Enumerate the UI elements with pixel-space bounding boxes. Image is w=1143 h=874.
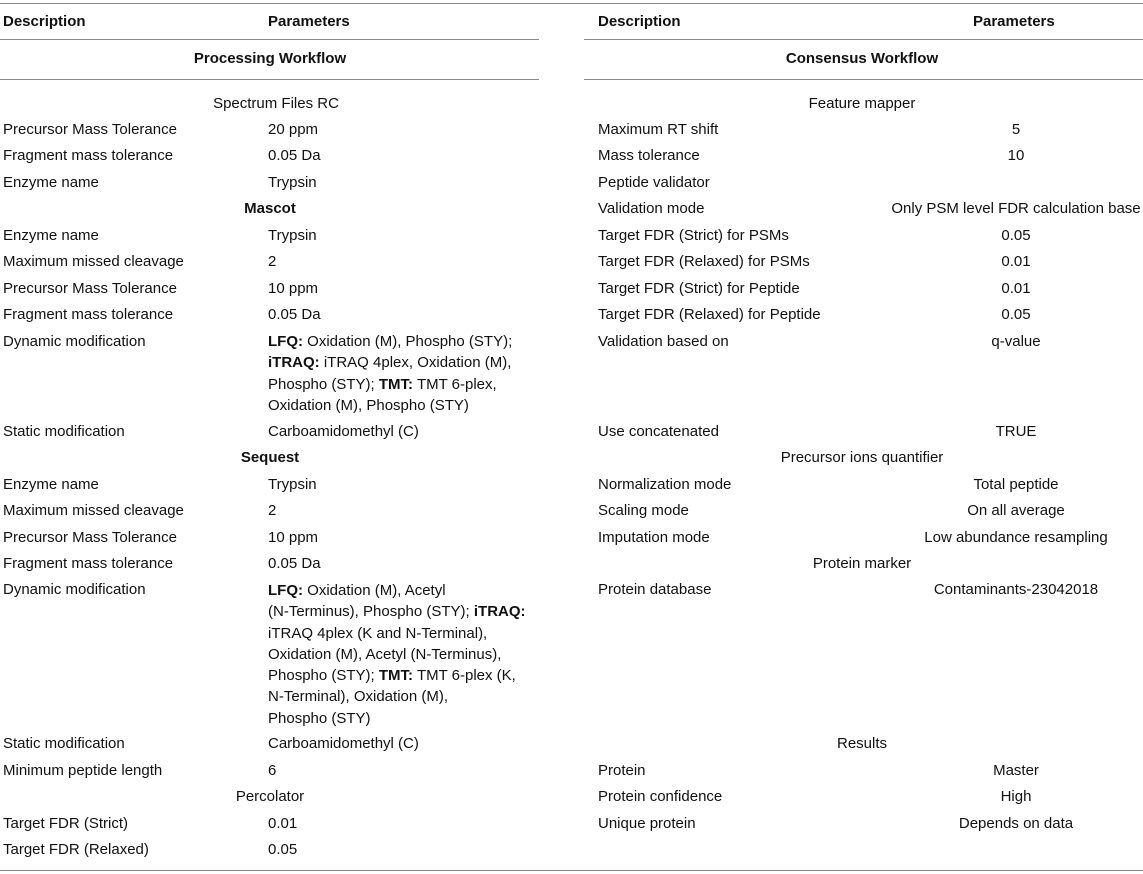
results-section: Results [836,735,888,752]
row-value: High [1000,788,1032,805]
value-line: N-Terminal), Oxidation (M), [268,688,449,706]
sequest-section: Sequest [240,449,300,466]
label-prefix: LFQ: [268,333,303,350]
row-value: 6 [268,762,277,779]
row-value: Total peptide [973,476,1059,493]
processing-workflow-title: Processing Workflow [193,50,347,67]
row-description: Precursor Mass Tolerance [3,121,177,138]
row-description: Target FDR (Relaxed) for Peptide [598,306,821,323]
row-description: Protein [598,762,646,779]
row-description: Scaling mode [598,502,689,519]
row-description: Mass tolerance [598,147,700,164]
row-value: Carboamidomethyl (C) [268,423,419,440]
row-description: Target FDR (Strict) for PSMs [598,227,789,244]
value-line: iTRAQ 4plex (K and N-Terminal), [268,624,488,642]
row-value: 0.01 [1001,253,1031,270]
value-line: Phospho (STY) [268,709,371,727]
label-prefix: TMT: [378,375,414,393]
row-value: 5 [1011,121,1021,138]
row-value: q-value [991,333,1041,350]
top-rule [0,3,1143,4]
row-description: Use concatenated [598,423,719,440]
mascot-dynamic-description: Dynamic modification [3,333,146,350]
row-description: Static modification [3,735,125,752]
percolator-section: Percolator [235,788,305,805]
row-description: Static modification [3,423,125,440]
row-description: Precursor Mass Tolerance [3,280,177,297]
row-description: Precursor Mass Tolerance [3,529,177,546]
row-description: Maximum missed cleavage [3,253,184,270]
row-description: Target FDR (Relaxed) [3,841,149,858]
row-value: Trypsin [268,174,317,191]
row-value: 0.05 [1001,227,1031,244]
row-description: Enzyme name [3,174,99,191]
right-header-rule [584,39,1143,40]
feature-mapper-section: Feature mapper [808,95,916,112]
row-description: Maximum RT shift [598,121,719,138]
label-prefix: iTRAQ: [268,354,320,372]
row-value: 20 ppm [268,121,319,138]
row-description: Maximum missed cleavage [3,502,184,519]
value-line: LFQ: Oxidation (M), Acetyl [268,582,446,599]
row-description: Unique protein [598,815,696,832]
row-value: Only PSM level FDR calculation base [891,200,1141,217]
row-description: Enzyme name [3,476,99,493]
value-line: (N-Terminus), Phospho (STY); iTRAQ: [268,603,526,621]
row-value: Contaminants-23042018 [933,581,1099,598]
row-description: Validation mode [598,200,705,217]
row-value: 2 [268,502,277,519]
value-line: LFQ: Oxidation (M), Phospho (STY); [268,333,513,350]
row-description: Enzyme name [3,227,99,244]
mascot-dynamic-value [268,331,512,416]
bottom-rule [0,870,1143,871]
row-description: Protein database [598,581,712,598]
spectrum-files-section: Spectrum Files RC [213,95,339,112]
consensus-workflow-title: Consensus Workflow [785,50,939,67]
row-value: On all average [967,502,1065,519]
value-line: Phospho (STY); TMT: TMT 6-plex, [268,375,497,393]
row-value: 0.01 [268,815,298,832]
label-prefix: TMT: [378,667,414,685]
peptide-validator-label: Peptide validator [598,174,710,191]
row-description: Target FDR (Strict) [3,815,129,832]
row-value: 0.05 Da [268,306,321,323]
row-value: Trypsin [268,476,317,493]
row-description: Imputation mode [598,529,710,546]
row-description: Fragment mass tolerance [3,147,174,164]
label-prefix: LFQ: [268,582,303,599]
row-value: 0.05 Da [268,147,321,164]
label-prefix: iTRAQ: [473,603,526,621]
row-value: 10 ppm [268,280,319,297]
row-description: Fragment mass tolerance [3,306,174,323]
left-title-rule [0,79,539,80]
value-line: iTRAQ: iTRAQ 4plex, Oxidation (M), [268,354,512,372]
value-line: Oxidation (M), Phospho (STY) [268,396,469,414]
row-description: Validation based on [598,333,729,350]
row-value: 10 ppm [268,529,319,546]
row-value: 0.01 [1001,280,1031,297]
row-description: Protein confidence [598,788,723,805]
value-line: Phospho (STY); TMT: TMT 6-plex (K, [268,667,516,685]
row-value: 0.05 [268,841,298,858]
row-description: Fragment mass tolerance [3,555,174,572]
row-value: 0.05 Da [268,555,321,572]
sequest-dynamic-value [268,580,526,729]
precursor-quantifier-section: Precursor ions quantifier [780,449,944,466]
sequest-dynamic-description: Dynamic modification [3,581,146,598]
row-value: Master [993,762,1039,779]
row-description: Target FDR (Relaxed) for PSMs [598,253,810,270]
left-parameters-header: Parameters [268,13,350,30]
row-value: 2 [268,253,277,270]
right-description-header: Description [598,13,681,30]
row-description: Minimum peptide length [3,762,163,779]
value-line: Oxidation (M), Acetyl (N-Terminus), [268,645,502,663]
mascot-section: Mascot [244,200,296,217]
left-header-rule [0,39,539,40]
row-value: 0.05 [1001,306,1031,323]
row-value: 10 [1007,147,1025,164]
protein-marker-section: Protein marker [812,555,912,572]
row-value: TRUE [995,423,1037,440]
right-title-rule [584,79,1143,80]
right-parameters-header: Parameters [973,13,1055,30]
row-description: Normalization mode [598,476,732,493]
row-value: Carboamidomethyl (C) [268,735,419,752]
row-value: Low abundance resampling [924,529,1108,546]
row-value: Trypsin [268,227,317,244]
row-description: Target FDR (Strict) for Peptide [598,280,800,297]
left-description-header: Description [3,13,86,30]
row-value: Depends on data [958,815,1074,832]
